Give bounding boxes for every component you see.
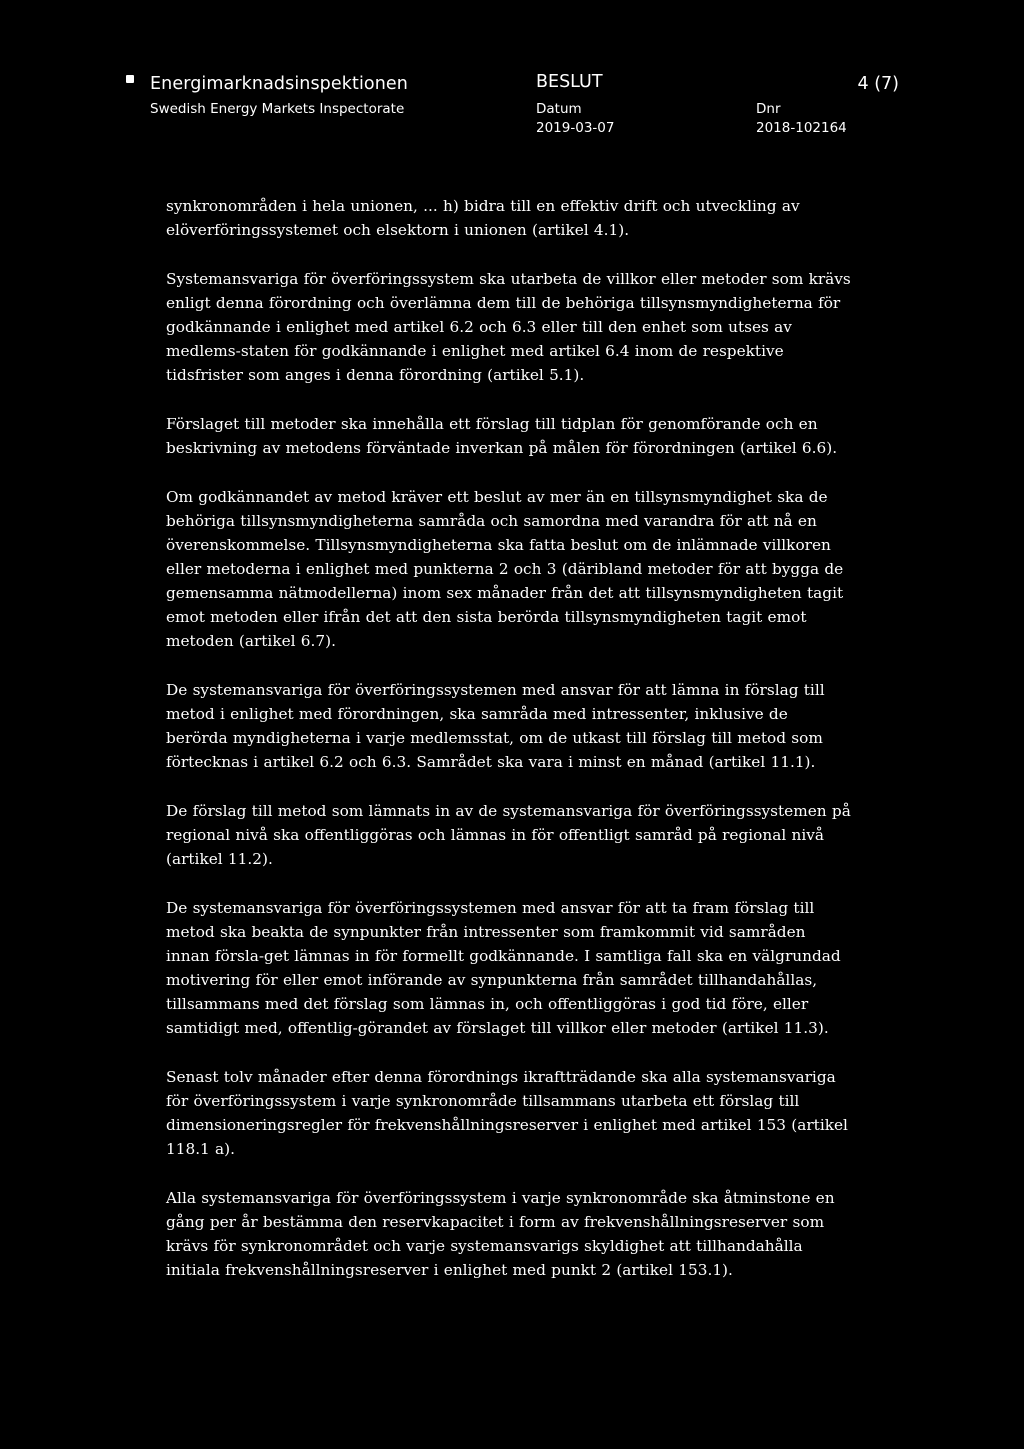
agency-logo-icon (126, 75, 134, 83)
body-paragraph: Systemansvariga för överföringssystem ska utarbeta de villkor eller metoder som krävs enligt denna förordning och överlämna dem till de behöriga tillsynsmyndigheterna för godkännande i enlighet med artikel 6.2 och 6.3 eller till den enhet som utses av medlems-staten för godkännande i enlighet med artikel 6.4 inom de respektive tidsfrister som anges i denna förordning (artikel 5.1). (166, 269, 851, 385)
page-header (0, 0, 1024, 150)
date-label: Datum (536, 101, 582, 117)
dnr-label: Dnr (756, 101, 781, 117)
body-paragraph: De förslag till metod som lämnats in av de systemansvariga för överföringssystemen på regional nivå ska offentliggöras och lämnas in för offentligt samråd på regional nivå (artikel 11.2). (166, 801, 851, 869)
body-paragraph: De systemansvariga för överföringssystemen med ansvar för att ta fram förslag till metod ska beakta de synpunkter från intressenter som framkommit vid samråden innan försla-get lämnas in för formellt godkännande. I samtliga fall ska en välgrundad motivering för eller emot införande av synpunkterna från samrådet tillhandahållas, tillsammans med det förslag som lämnas in, och offentliggöras i god tid före, eller samtidigt med, offentlig-görandet av förslaget till villkor eller metoder (artikel 11.3). (166, 898, 841, 1038)
date-value: 2019-03-07 (536, 120, 615, 136)
document-body (166, 194, 852, 1307)
body-paragraph: Alla systemansvariga för överföringssystem i varje synkronområde ska åtminstone en gång per år bestämma den reservkapacitet i form av frekvenshållningsreserver som krävs för synkronområdet och varje systemansvarigs skyldighet att tillhandahålla initiala frekvenshållningsreserver i enlighet med punkt 2 (artikel 153.1). (166, 1188, 835, 1280)
body-paragraph: synkronområden i hela unionen, ... h) bidra till en effektiv drift och utveckling av elöverföringssystemet och elsektorn i unionen (artikel 4.1). (166, 197, 800, 240)
body-paragraph: Förslaget till metoder ska innehålla ett förslag till tidplan för genomförande och en beskrivning av metodens förväntade inverkan på målen för förordningen (artikel 6.6). (166, 414, 838, 457)
body-paragraph: De systemansvariga för överföringssystemen med ansvar för att lämna in förslag till metod i enlighet med förordningen, ska samråda med intressenter, inklusive de berörda myndigheterna i varje medlemsstat, om de utkast till förslag till metod som förtecknas i artikel 6.2 och 6.3. Samrådet ska vara i minst en månad (artikel 11.1). (166, 680, 825, 772)
page-number: 4 (7) (857, 74, 899, 94)
organization-english-name: Swedish Energy Markets Inspectorate (150, 101, 405, 117)
body-paragraph: Om godkännandet av metod kräver ett beslut av mer än en tillsynsmyndighet ska de behöriga tillsynsmyndigheterna samråda och samordna med varandra för att nå en överenskommelse. Tillsynsmyndigheterna ska fatta beslut om de inlämnade villkoren eller metoderna i enlighet med punkterna 2 och 3 (däribland metoder för att bygga de gemensamma nätmodellerna) inom sex månader från det att tillsynsmyndigheten tagit emot metoden eller ifrån det att den sista berörda tillsynsmyndigheten tagit emot metoden (artikel 6.7). (166, 487, 844, 651)
document-type: BESLUT (536, 72, 603, 92)
dnr-value: 2018-102164 (756, 120, 847, 136)
organization-name: Energimarknadsinspektionen (150, 74, 408, 94)
body-paragraph: Senast tolv månader efter denna förordnings ikraftträdande ska alla systemansvariga för överföringssystem i varje synkronområde tillsammans utarbeta ett förslag till dimensioneringsregler för frekvenshållningsreserver i enlighet med artikel 153 (artikel 118.1 a). (166, 1067, 848, 1159)
